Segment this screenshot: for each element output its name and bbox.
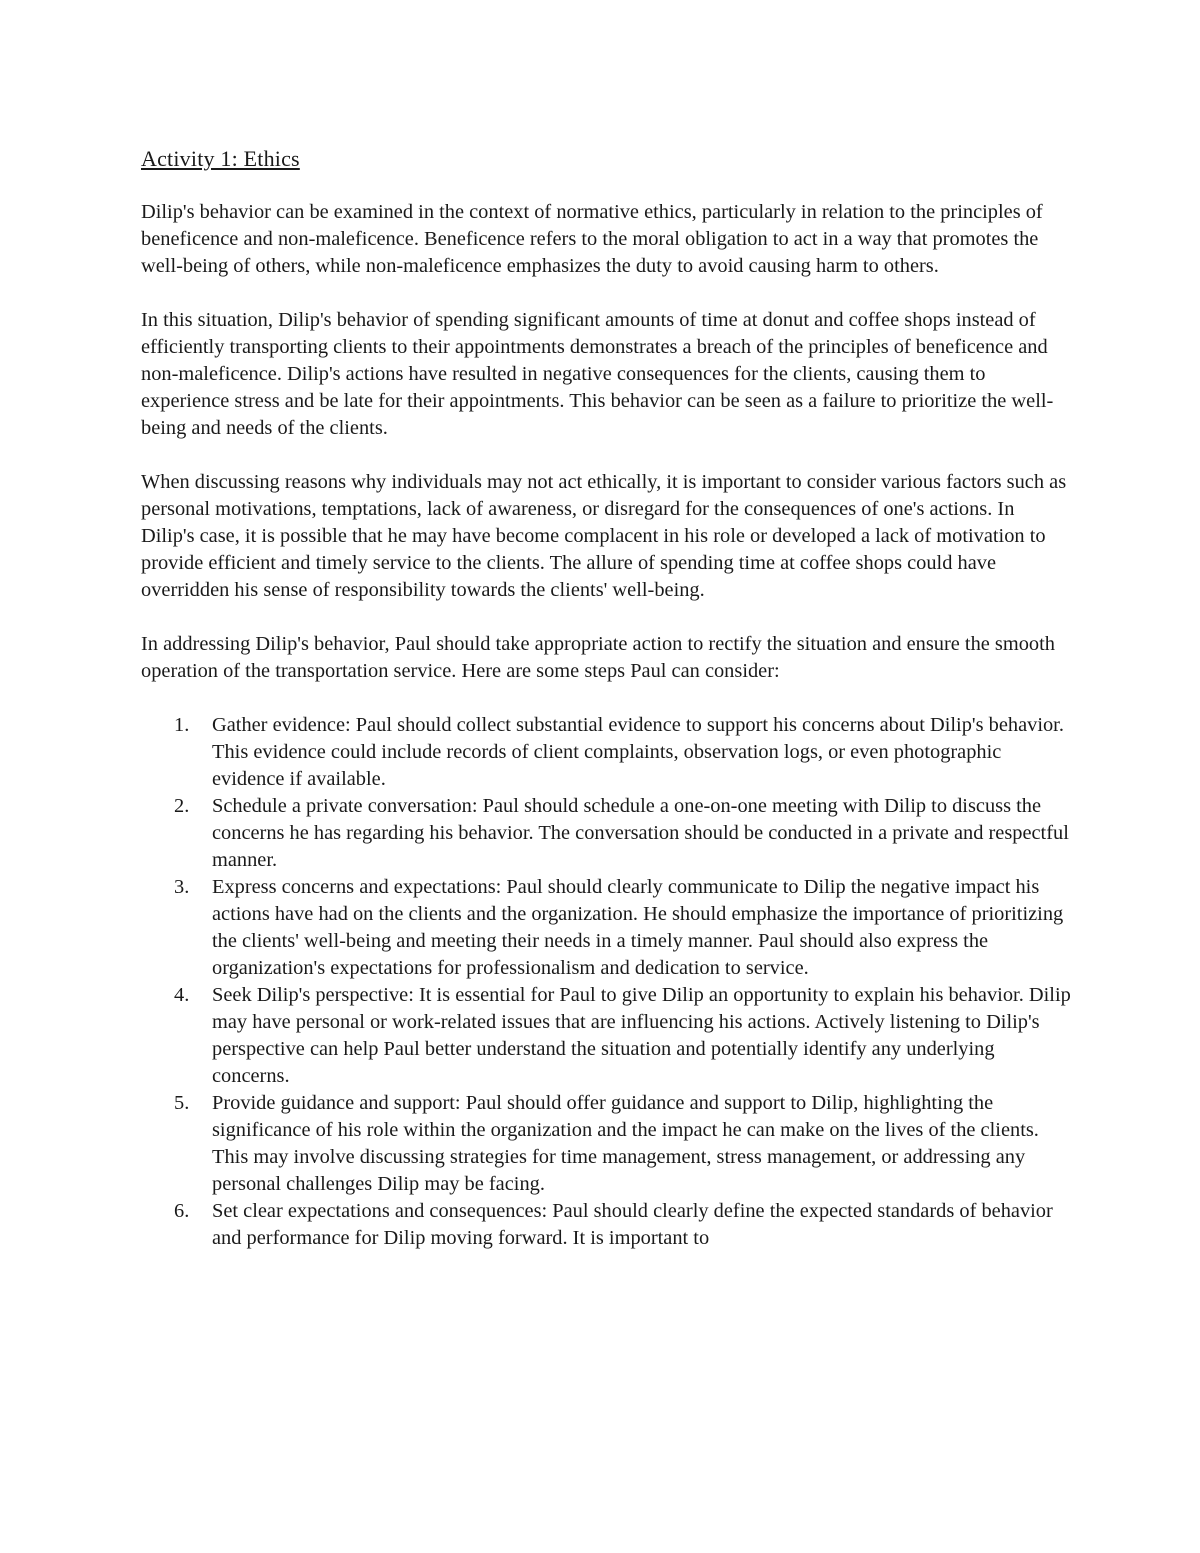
list-item [141, 712, 1071, 793]
steps-list [141, 712, 1071, 1252]
list-item [141, 874, 1071, 982]
list-item [141, 982, 1071, 1090]
paragraph-reasons: When discussing reasons why individuals may not act ethically, it is important to consider various factors such as personal motivations, temptations, lack of awareness, or disregard for the consequences of one's actions. In Dilip's case, it is possible that he may have become complacent in his role or developed a lack of motivation to provide efficient and timely service to the clients. The allure of spending time at coffee shops could have overridden his sense of responsibility towards the clients' well-being. [141, 471, 1067, 601]
paragraph-addressing: In addressing Dilip's behavior, Paul should take appropriate action to rectify the situation and ensure the smooth operation of the transportation service. Here are some steps Paul can consider: [141, 633, 1055, 682]
list-item-text: Provide guidance and support: Paul should offer guidance and support to Dilip, highlighting the significance of his role within the organization and the impact he can make on the lives of the clients. This may involve discussing strategies for time management, stress management, or addressing any personal challenges Dilip may be facing. [212, 1092, 1039, 1195]
list-item-number: 6. [174, 1200, 190, 1222]
list-item-text: Set clear expectations and consequences: Paul should clearly define the expected standards of behavior and performance for Dilip moving forward. It is important to [212, 1200, 1053, 1249]
list-item-number: 3. [174, 876, 190, 898]
document-body [141, 145, 1071, 1252]
document-title: Activity 1: Ethics [141, 146, 300, 171]
list-item [141, 1090, 1071, 1198]
list-item-text: Seek Dilip's perspective: It is essential for Paul to give Dilip an opportunity to explain his behavior. Dilip may have personal or work-related issues that are influencing his actions. Actively listening to Dilip's perspective can help Paul better understand the situation and potentially identify any underlying concerns. [212, 984, 1071, 1087]
list-item-text: Schedule a private conversation: Paul should schedule a one-on-one meeting with Dilip to discuss the concerns he has regarding his behavior. The conversation should be conducted in a private and respectful manner. [212, 795, 1069, 871]
list-item-number: 1. [174, 714, 190, 736]
list-item-number: 5. [174, 1092, 190, 1114]
list-item [141, 793, 1071, 874]
list-item-text: Express concerns and expectations: Paul should clearly communicate to Dilip the negative impact his actions have had on the clients and the organization. He should emphasize the importance of prioritizing the clients' well-being and meeting their needs in a timely manner. Paul should also express the organization's expectations for professionalism and dedication to service. [212, 876, 1064, 979]
paragraph-normative-ethics: Dilip's behavior can be examined in the context of normative ethics, particularly in relation to the principles of beneficence and non-maleficence. Beneficence refers to the moral obligation to act in a way that promotes the well-being of others, while non-maleficence emphasizes the duty to avoid causing harm to others. [141, 201, 1043, 277]
list-item-number: 2. [174, 795, 190, 817]
list-item-text: Gather evidence: Paul should collect substantial evidence to support his concerns about Dilip's behavior. This evidence could include records of client complaints, observation logs, or even photographic evidence if available. [212, 714, 1064, 790]
list-item-number: 4. [174, 984, 190, 1006]
list-item [141, 1198, 1071, 1252]
paragraph-situation: In this situation, Dilip's behavior of spending significant amounts of time at donut and coffee shops instead of efficiently transporting clients to their appointments demonstrates a breach of the principles of beneficence and non-maleficence. Dilip's actions have resulted in negative consequences for the clients, causing them to experience stress and be late for their appointments. This behavior can be seen as a failure to prioritize the well-being and needs of the clients. [141, 309, 1054, 439]
